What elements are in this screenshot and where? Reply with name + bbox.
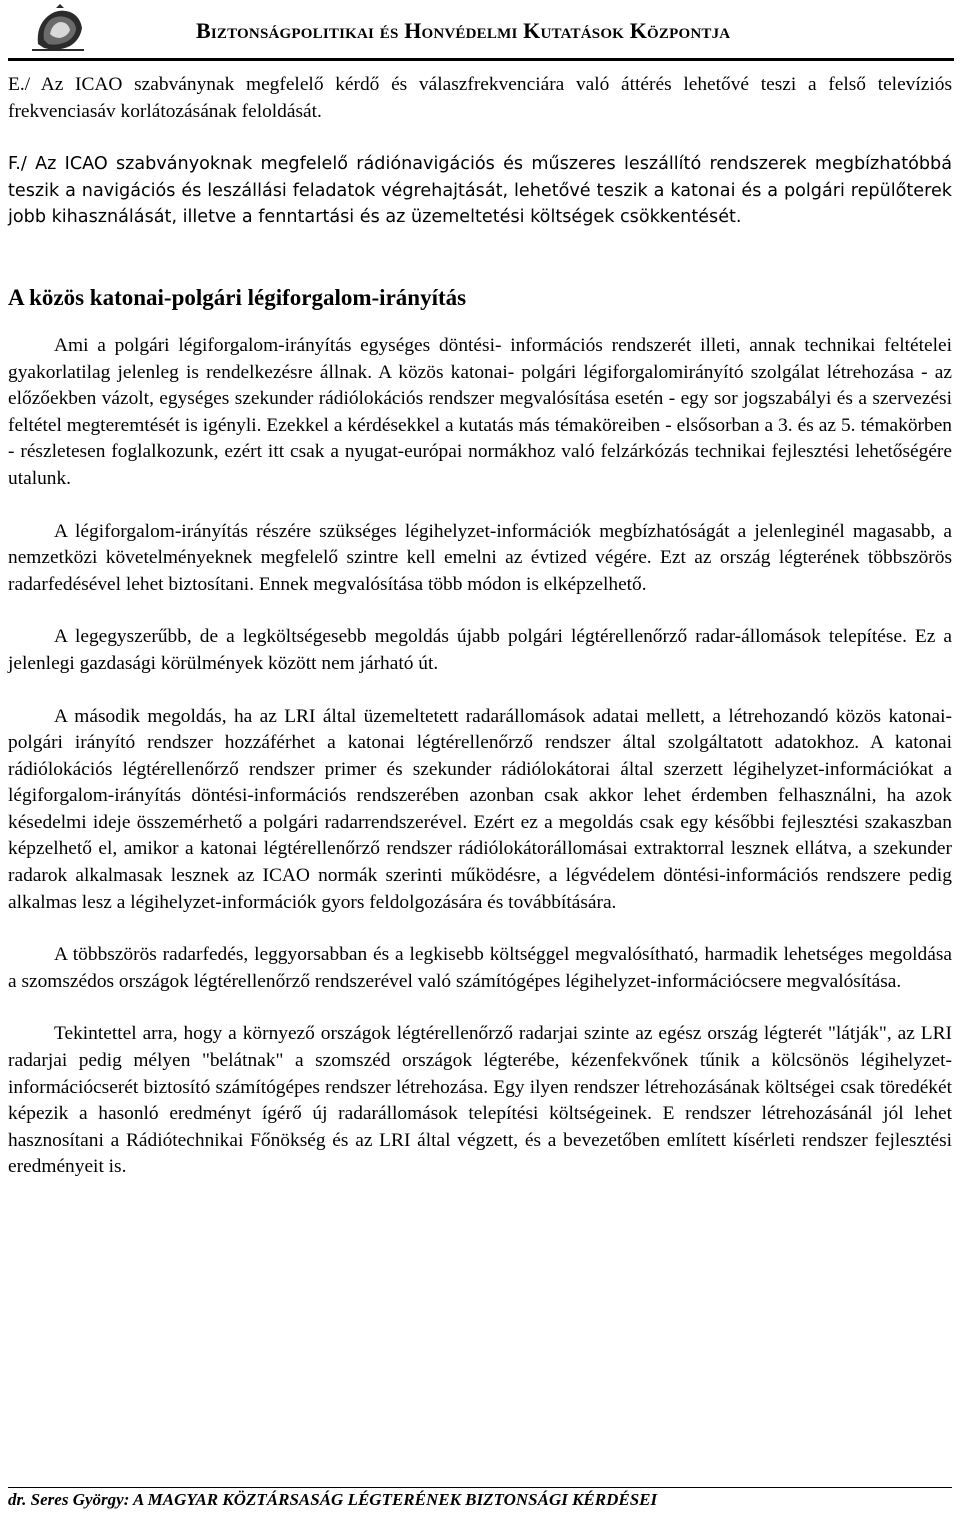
paragraph-f: F./ Az ICAO szabványoknak megfelelő rádiónavigációs és műszeres leszállító rendszerek megbízhatóbbá teszik a navigációs és leszállási feladatok végrehajtását, lehetővé teszik a katonai és a polgári repülőterek jobb kihasználását, illetve a fenntartási és az üzemeltetési költségek csökkentését.	[8, 154, 952, 228]
paragraph-e: E./ Az ICAO szabványnak megfelelő kérdő és válaszfrekvenciára való áttérés lehetővé teszi a felső televíziós frekvenciasáv korlátozásának feloldását.	[8, 74, 952, 122]
paragraph-2: A légiforgalom-irányítás részére szükséges légihelyzet-információk megbízhatóságát a jelenleginél magasabb, a nemzetközi követelményeknek megfelelő szintre kell emelni az évtized végére. Ezt az ország légterének többszörös radarfedésével lehet biztosítani. Ennek megvalósítása több módon is elképzelhető.	[8, 520, 952, 595]
section-heading: A közös katonai-polgári légiforgalom-irányítás	[8, 284, 467, 310]
paragraph-4: A második megoldás, ha az LRI által üzemeltetett radarállomások adatai mellett, a létrehozandó közös katonai-polgári irányító rendszer hozzáférhet a katonai légtérellenőrző rendszer által szolgáltatott adatokhoz. A katonai rádiólokációs légtérellenőrző rendszer primer és szekunder rádiólokátorai által szerzett légihelyzet-információkat a légiforgalom-irányítás döntési-információs rendszerében azonban csak akkor lehet érdemben felhasználni, ha azok késedelmi ideje összemérhető a polgári radarrendszerével. Ezért ez a megoldás csak egy későbbi fejlesztési szakaszban képzelhető el, amikor a katonai légtérellenőrző rendszer rádiólokátorállomásai extraktorral lesznek ellátva, a szekunder radarok alkalmasak lesznek az ICAO normák szerinti működésre, a légvédelem döntési-információs rendszere pedig alkalmas lesz a légihelyzet-információk gyors feldolgozására és továbbítására.	[8, 705, 952, 913]
page-footer	[8, 1487, 952, 1510]
paragraph-6: Tekintettel arra, hogy a környező országok légtérellenőrző radarjai szinte az egész ország légterét "látják", az LRI radarjai pedig mélyen "belátnak" a szomszéd országok légterébe, kézenfekvőnek tűnik a kölcsönös légihelyzet-információcserét biztosító számítógépes rendszer létrehozása. Egy ilyen rendszer létrehozásának költségei csak töredékét képezik a hasonló eredményt ígérő új radarállomások telepítési költségeinek. E rendszer létrehozásánál jól lehet hasznosítani a Rádiótechnikai Főnökség és az LRI által végzett, és a bevezetőben említett kísérleti rendszer fejlesztési eredményeit is.	[8, 1023, 952, 1178]
header-title: Biztonságpolitikai és Honvédelmi Kutatások Központja	[196, 18, 731, 43]
crest-icon	[30, 4, 86, 54]
page-header	[0, 0, 960, 60]
paragraph-3: A legegyszerűbb, de a legköltségesebb megoldás újabb polgári légtérellenőrző radar-állomások telepítése. Ez a jelenlegi gazdasági körülmények között nem járható út.	[8, 626, 952, 674]
paragraph-1: Ami a polgári légiforgalom-irányítás egységes döntési- információs rendszerét illeti, annak technikai feltételei gyakorlatilag jelenleg is rendelkezésre állnak. A közös katonai- polgári légiforgalomirányító szolgálat létrehozása - az előzőekben vázolt, egységes szekunder rádiólokációs rendszer megvalósítása esetén - egy sor jogszabályi és a szervezési feltétel megteremtését is igényli. Ezekkel a kérdésekkel a kutatás más témaköreiben - elsősorban a 3. és az 5. témakörben - részletesen foglalkozunk, ezért itt csak a nyugat-európai normákhoz való felzárkózás technikai fejlesztési lehetőségére utalunk.	[8, 334, 952, 489]
footer-text: dr. Seres György: A MAGYAR KÖZTÁRSASÁG LÉGTERÉNEK BIZTONSÁGI KÉRDÉSEI	[8, 1490, 658, 1509]
footer-divider	[8, 1487, 952, 1488]
paragraph-5: A többszörös radarfedés, leggyorsabban és a legkisebb költséggel megvalósítható, harmadik lehetséges megoldása a szomszédos országok légtérellenőrző rendszerével való számítógépes légihelyzet-információcsere megvalósítása.	[8, 944, 952, 992]
document-body	[8, 72, 952, 1181]
header-divider	[8, 58, 954, 61]
